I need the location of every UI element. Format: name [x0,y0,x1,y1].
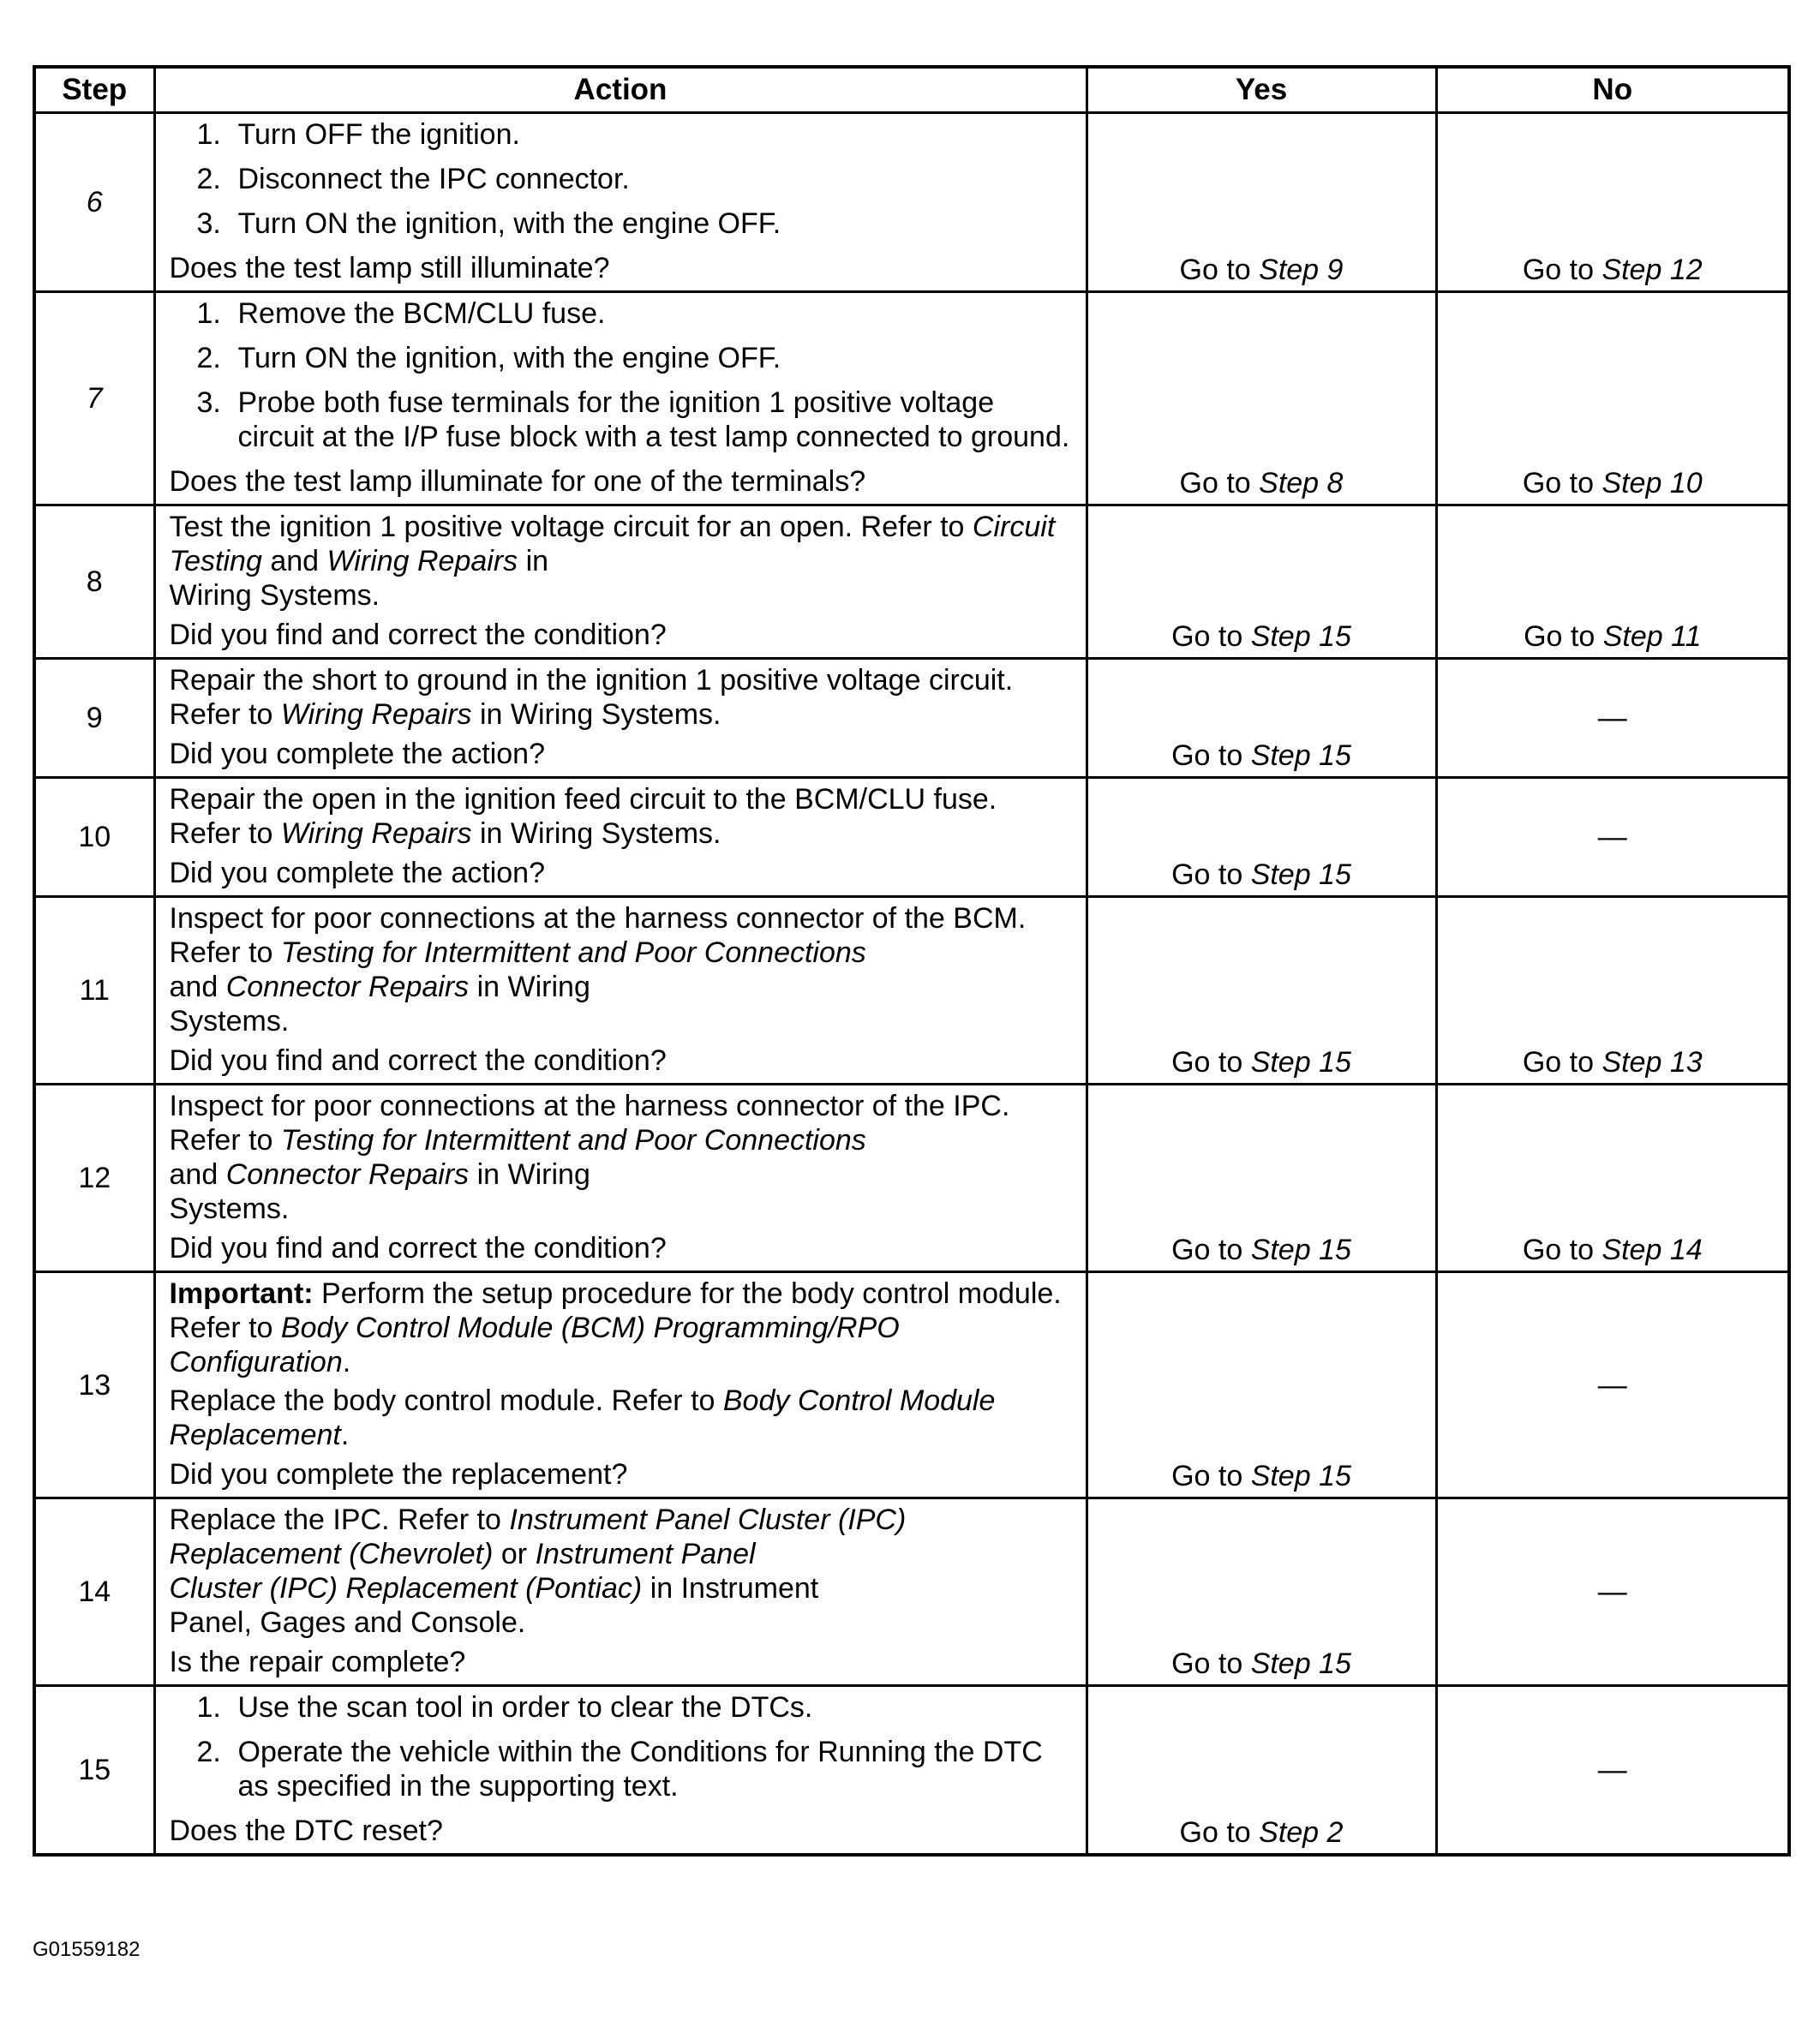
goto-prefix: Go to [1522,467,1602,499]
table-row [34,1498,1789,1686]
goto-step-target: Step 8 [1259,467,1344,499]
reference-text: Testing for Intermittent and Poor Connections [280,936,866,969]
action-cell [154,897,1087,1085]
action-paragraph [170,663,1074,732]
reference-text: Connector Repairs [225,1158,470,1191]
no-not-applicable: — [1436,1272,1789,1498]
header-no: No [1436,67,1789,113]
list-item [170,341,1074,375]
action-cell [154,113,1087,292]
goto-step-target: Step 15 [1250,620,1351,653]
no-not-applicable: — [1436,1686,1789,1856]
action-question: Did you complete the action? [169,857,545,889]
goto-prefix: Go to [1522,254,1602,286]
step-number: 10 [34,778,154,897]
action-step-list [170,296,1074,454]
list-item-number: 2. [196,342,221,374]
table-row [34,292,1789,505]
action-text: and [169,971,226,1003]
action-step-list [170,117,1074,241]
table-row [34,1686,1789,1856]
no-goto-link [1524,620,1701,653]
no-goto-link [1523,467,1703,499]
table-row [34,1272,1789,1498]
step-number: 9 [34,659,154,778]
no-goto-link [1523,1234,1703,1266]
action-text: or [493,1538,536,1570]
step-number: 15 [34,1686,154,1856]
goto-step-target: Step 15 [1250,1046,1351,1079]
yes-outcome [1087,505,1436,659]
reference-text: Connector Repairs [225,971,470,1003]
action-question: Does the test lamp still illuminate? [169,252,610,284]
action-cell [154,292,1087,505]
list-item [170,386,1074,454]
action-question: Did you complete the replacement? [169,1458,628,1491]
reference-text: Circuit Testing [169,511,1056,577]
list-item-number: 2. [196,163,221,195]
no-not-applicable: — [1436,1498,1789,1686]
reference-text: Cluster (IPC) Replacement (Pontiac) [169,1572,643,1605]
yes-outcome [1087,1498,1436,1686]
goto-step-target: Step 11 [1602,620,1702,653]
yes-outcome [1087,113,1436,292]
list-item-number: 1. [196,297,221,330]
table-body [34,113,1789,1856]
action-question: Did you find and correct the condition? [169,1044,667,1077]
table-row [34,1085,1789,1272]
yes-outcome [1087,659,1436,778]
action-paragraph [170,1503,1074,1640]
goto-prefix: Go to [1179,1816,1260,1849]
goto-step-target: Step 13 [1601,1046,1703,1079]
goto-prefix: Go to [1522,1234,1602,1266]
list-item-number: 1. [196,1691,221,1724]
goto-step-target: Step 2 [1259,1816,1344,1849]
important-label: Important: [169,1277,314,1310]
action-question: Did you complete the action? [169,738,545,770]
goto-prefix: Go to [1171,858,1251,891]
action-text: Perform the setup procedure for the body control module. Refer to [169,1277,1062,1344]
header-yes: Yes [1087,67,1436,113]
step-number: 8 [34,505,154,659]
action-text: and [169,1158,226,1191]
action-text: Remove the BCM/CLU fuse. [237,297,606,330]
action-text: Turn ON the ignition, with the engine OFF. [237,342,781,374]
yes-goto-link [1180,1816,1344,1849]
goto-step-target: Step 15 [1250,1647,1351,1680]
goto-prefix: Go to [1522,1046,1602,1079]
goto-prefix: Go to [1171,1647,1251,1680]
table-row [34,778,1789,897]
yes-goto-link [1180,254,1344,286]
goto-prefix: Go to [1171,739,1251,772]
action-text: Inspect for poor connections at the harness connector of the BCM. Refer to [169,902,1027,969]
yes-outcome [1087,897,1436,1085]
yes-goto-link [1171,739,1351,772]
yes-goto-link [1171,858,1351,891]
no-outcome [1436,505,1789,659]
goto-step-target: Step 12 [1601,254,1703,286]
yes-goto-link [1171,1647,1351,1680]
no-not-applicable: — [1436,659,1789,778]
yes-outcome [1087,1085,1436,1272]
list-item [170,1690,1074,1725]
list-item [170,206,1074,241]
action-text: in Wiring [469,1158,590,1191]
goto-prefix: Go to [1171,1460,1251,1492]
action-cell [154,1272,1087,1498]
action-text: Replace the body control module. Refer to [169,1384,723,1417]
action-text: and [261,545,327,577]
action-text: Panel, Gages and Console. [169,1606,526,1639]
action-paragraph [170,510,1074,613]
action-cell [154,659,1087,778]
reference-text: Body Control Module (BCM) Programming/RPO Configuration [169,1312,900,1378]
action-text: Systems. [169,1005,290,1037]
list-item-number: 3. [196,207,221,240]
table-header-row [34,67,1789,113]
action-text: . [340,1419,350,1451]
action-text: Inspect for poor connections at the harness connector of the IPC. Refer to [169,1090,1010,1157]
list-item-number: 2. [196,1736,221,1768]
action-text: Replace the IPC. Refer to [169,1504,510,1536]
yes-goto-link [1171,1234,1351,1266]
action-text: Use the scan tool in order to clear the DTCs. [237,1691,813,1724]
action-text: in [518,545,549,577]
action-text: in Instrument [642,1572,819,1605]
goto-prefix: Go to [1179,467,1260,499]
goto-step-target: Step 9 [1259,254,1344,286]
list-item-number: 3. [196,386,221,419]
step-number: 13 [34,1272,154,1498]
step-number: 7 [34,292,154,505]
goto-step-target: Step 10 [1601,467,1703,499]
table-row [34,897,1789,1085]
no-goto-link [1523,1046,1703,1079]
goto-step-target: Step 15 [1250,739,1351,772]
reference-text: Wiring Repairs [280,817,472,850]
reference-text: Wiring Repairs [280,698,472,731]
no-outcome [1436,897,1789,1085]
action-question: Did you find and correct the condition? [169,619,667,651]
header-action: Action [154,67,1087,113]
action-cell [154,778,1087,897]
no-outcome [1436,292,1789,505]
step-number: 11 [34,897,154,1085]
header-step: Step [34,67,154,113]
action-text: Systems. [169,1193,290,1225]
action-paragraph [170,1384,1074,1452]
reference-text: Wiring Repairs [326,545,518,577]
action-text: Test the ignition 1 positive voltage circuit for an open. Refer to [169,511,973,543]
goto-step-target: Step 14 [1601,1234,1703,1266]
action-step-list [170,1690,1074,1803]
table-row [34,113,1789,292]
yes-goto-link [1171,620,1351,653]
action-text: Operate the vehicle within the Conditions for Running the DTC as specified in the supporting text. [237,1736,1043,1803]
no-goto-link [1523,254,1703,286]
action-paragraph [170,782,1074,851]
reference-text: Body Control Module Replacement [169,1384,996,1451]
yes-outcome [1087,778,1436,897]
action-question: Does the test lamp illuminate for one of the terminals? [169,465,866,498]
yes-goto-link [1171,1046,1351,1079]
step-number: 14 [34,1498,154,1686]
goto-prefix: Go to [1171,1046,1251,1079]
action-text: Repair the open in the ignition feed circuit to the BCM/CLU fuse. Refer to [169,783,997,850]
list-item [170,117,1074,152]
action-cell [154,505,1087,659]
no-outcome [1436,113,1789,292]
step-number: 6 [34,113,154,292]
action-text: . [342,1346,351,1378]
action-cell [154,1686,1087,1856]
no-not-applicable: — [1436,778,1789,897]
no-outcome [1436,1085,1789,1272]
action-text: Probe both fuse terminals for the ignition 1 positive voltage circuit at the I/P fuse block with a test lamp connected to ground. [237,386,1070,453]
reference-text: Testing for Intermittent and Poor Connections [280,1124,866,1157]
list-item [170,162,1074,196]
step-number: 12 [34,1085,154,1272]
goto-step-target: Step 15 [1250,858,1351,891]
diagnostic-table [33,65,1791,1857]
yes-outcome [1087,1272,1436,1498]
yes-goto-link [1171,1460,1351,1492]
goto-step-target: Step 15 [1250,1460,1351,1492]
action-cell [154,1085,1087,1272]
table-row [34,659,1789,778]
action-text: Turn ON the ignition, with the engine OFF. [237,207,781,240]
action-cell [154,1498,1087,1686]
action-question: Did you find and correct the condition? [169,1232,667,1265]
goto-prefix: Go to [1524,620,1603,653]
goto-step-target: Step 15 [1250,1234,1351,1266]
figure-code: G01559182 [33,1938,141,1961]
yes-outcome [1087,1686,1436,1856]
action-paragraph [170,901,1074,1038]
yes-goto-link [1180,467,1344,499]
table-row [34,505,1789,659]
reference-text: Instrument Panel [535,1538,756,1570]
action-question: Is the repair complete? [169,1646,466,1678]
action-text: in Wiring Systems. [471,817,721,850]
action-text: in Wiring [469,971,590,1003]
action-paragraph [170,1089,1074,1226]
action-text: in Wiring Systems. [471,698,721,731]
list-item [170,1735,1074,1803]
action-question: Does the DTC reset? [169,1815,443,1847]
list-item [170,296,1074,331]
yes-outcome [1087,292,1436,505]
goto-prefix: Go to [1171,1234,1251,1266]
action-text: Turn OFF the ignition. [237,118,520,151]
goto-prefix: Go to [1179,254,1260,286]
action-text: Wiring Systems. [169,579,380,612]
action-text: Disconnect the IPC connector. [237,163,630,195]
goto-prefix: Go to [1171,620,1251,653]
list-item-number: 1. [196,118,221,151]
action-paragraph [170,1277,1074,1379]
action-text: Repair the short to ground in the ignition 1 positive voltage circuit. Refer to [169,664,1014,731]
reference-text: Instrument Panel Cluster (IPC) Replacement (Chevrolet) [169,1504,907,1570]
